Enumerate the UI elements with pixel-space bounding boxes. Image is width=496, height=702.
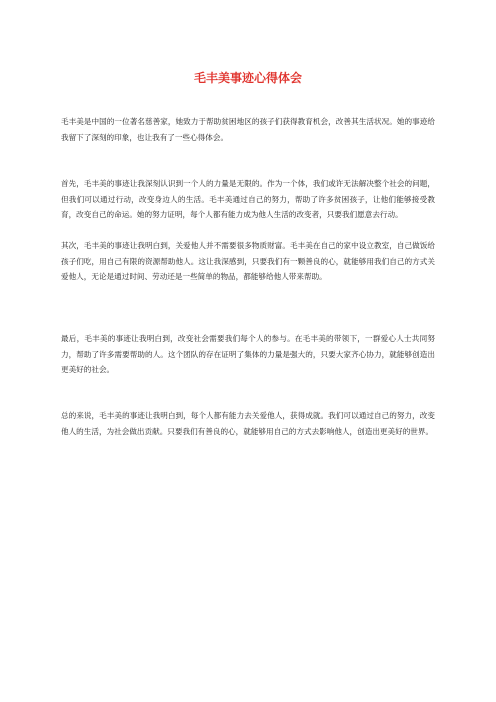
paragraph-second-point: 其次，毛丰美的事迹让我明白到，关爱他人并不需要很多物质财富。毛丰美在自己的家中设立教室，自己做饭给孩子们吃，用自己有限的资源帮助他人。这让我深感到，只要我们有一颗善良的心，就能够用我们自己的方式关爱他人，无论是通过时间、劳动还是一些简单的物品，都能够给他人带来帮助。: [61, 241, 435, 281]
paragraph-third-point: 最后，毛丰美的事迹让我明白到，改变社会需要我们每个人的参与。在毛丰美的带领下，一群爱心人士共同努力，帮助了许多需要帮助的人。这个团队的存在证明了集体的力量是强大的，只要大家齐心协力，就能够创造出更美好的社会。: [61, 334, 435, 374]
document-title: 毛丰美事迹心得体会: [193, 71, 302, 85]
paragraph-intro: 毛丰美是中国的一位著名慈善家，她致力于帮助贫困地区的孩子们获得教育机会，改善其生活状况。她的事迹给我留下了深刻的印象，也让我有了一些心得体会。: [61, 117, 435, 142]
paragraph-first-point: 首先，毛丰美的事迹让我深刻认识到一个人的力量是无限的。作为一个体，我们或许无法解决整个社会的问题，但我们可以通过行动，改变身边人的生活。毛丰美通过自己的努力，帮助了许多贫困孩子，让他们能够接受教育，改变自己的命运。她的努力证明，每个人都有能力成为他人生活的改变者，只要我们愿意去行动。: [61, 179, 435, 219]
paragraph-conclusion: 总的来说，毛丰美的事迹让我明白到，每个人都有能力去关爱他人，获得成就。我们可以通过自己的努力，改变他人的生活，为社会做出贡献。只要我们有善良的心，就能够用自己的方式去影响他人，创造出更美好的世界。: [61, 411, 435, 436]
